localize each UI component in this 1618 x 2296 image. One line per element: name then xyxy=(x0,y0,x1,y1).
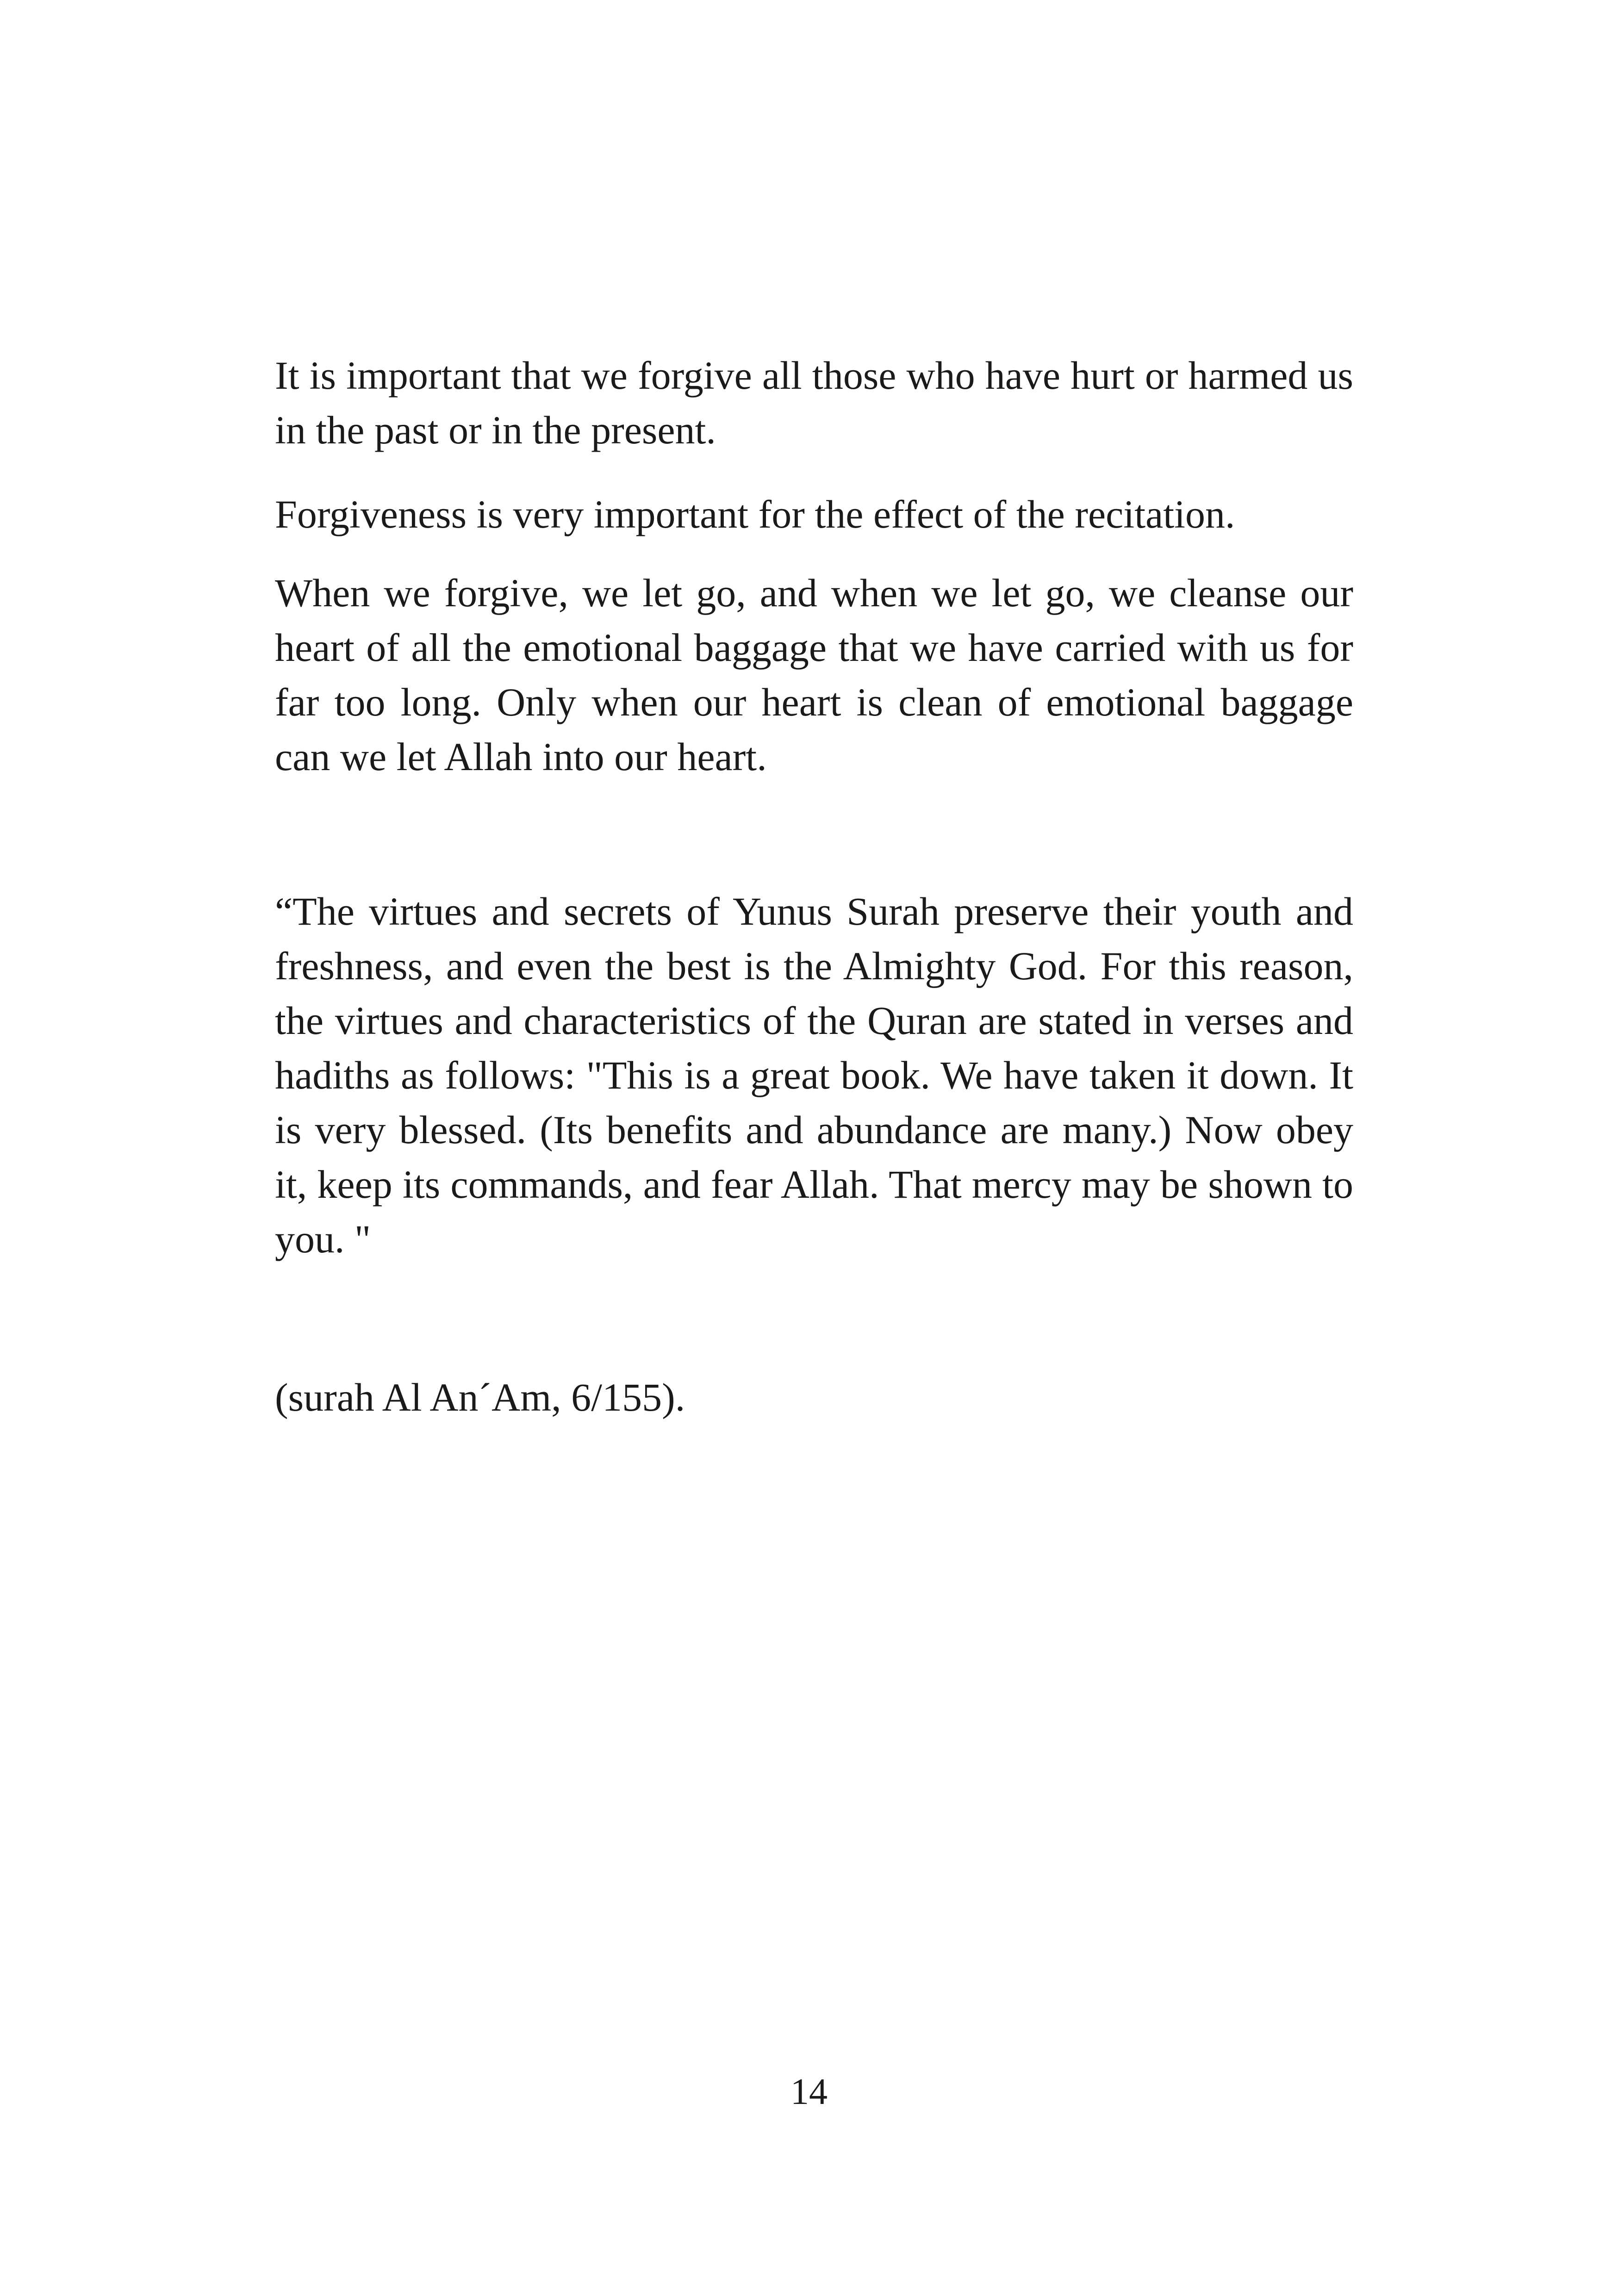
paragraph-let-go: When we forgive, we let go, and when we let go, we cleanse our heart of all the emotional baggage that we have carried with us for far too long. Only when our heart is clean of emotional baggage can we let Allah into our heart. xyxy=(275,571,1353,779)
paragraph-quote: “The virtues and secrets of Yunus Surah preserve their youth and freshness, and even the best is the Almighty God. For this reason, the virtues and characteristics of the Quran are stated in verses and hadiths as follows: "This is a great book. We have taken it down. It is very blessed. (Its benefits and abundance are many.) Now obey it, keep its commands, and fear Allah. That mercy may be shown to you. " xyxy=(275,889,1353,1261)
paragraph-forgive-intro: It is important that we forgive all those who have hurt or harmed us in the past or in the present. xyxy=(275,353,1353,452)
page-number: 14 xyxy=(790,2072,828,2112)
paragraph-citation: (surah Al An´Am, 6/155). xyxy=(275,1375,685,1419)
paragraph-forgiveness-importance: Forgiveness is very important for the effect of the recitation. xyxy=(275,492,1235,536)
